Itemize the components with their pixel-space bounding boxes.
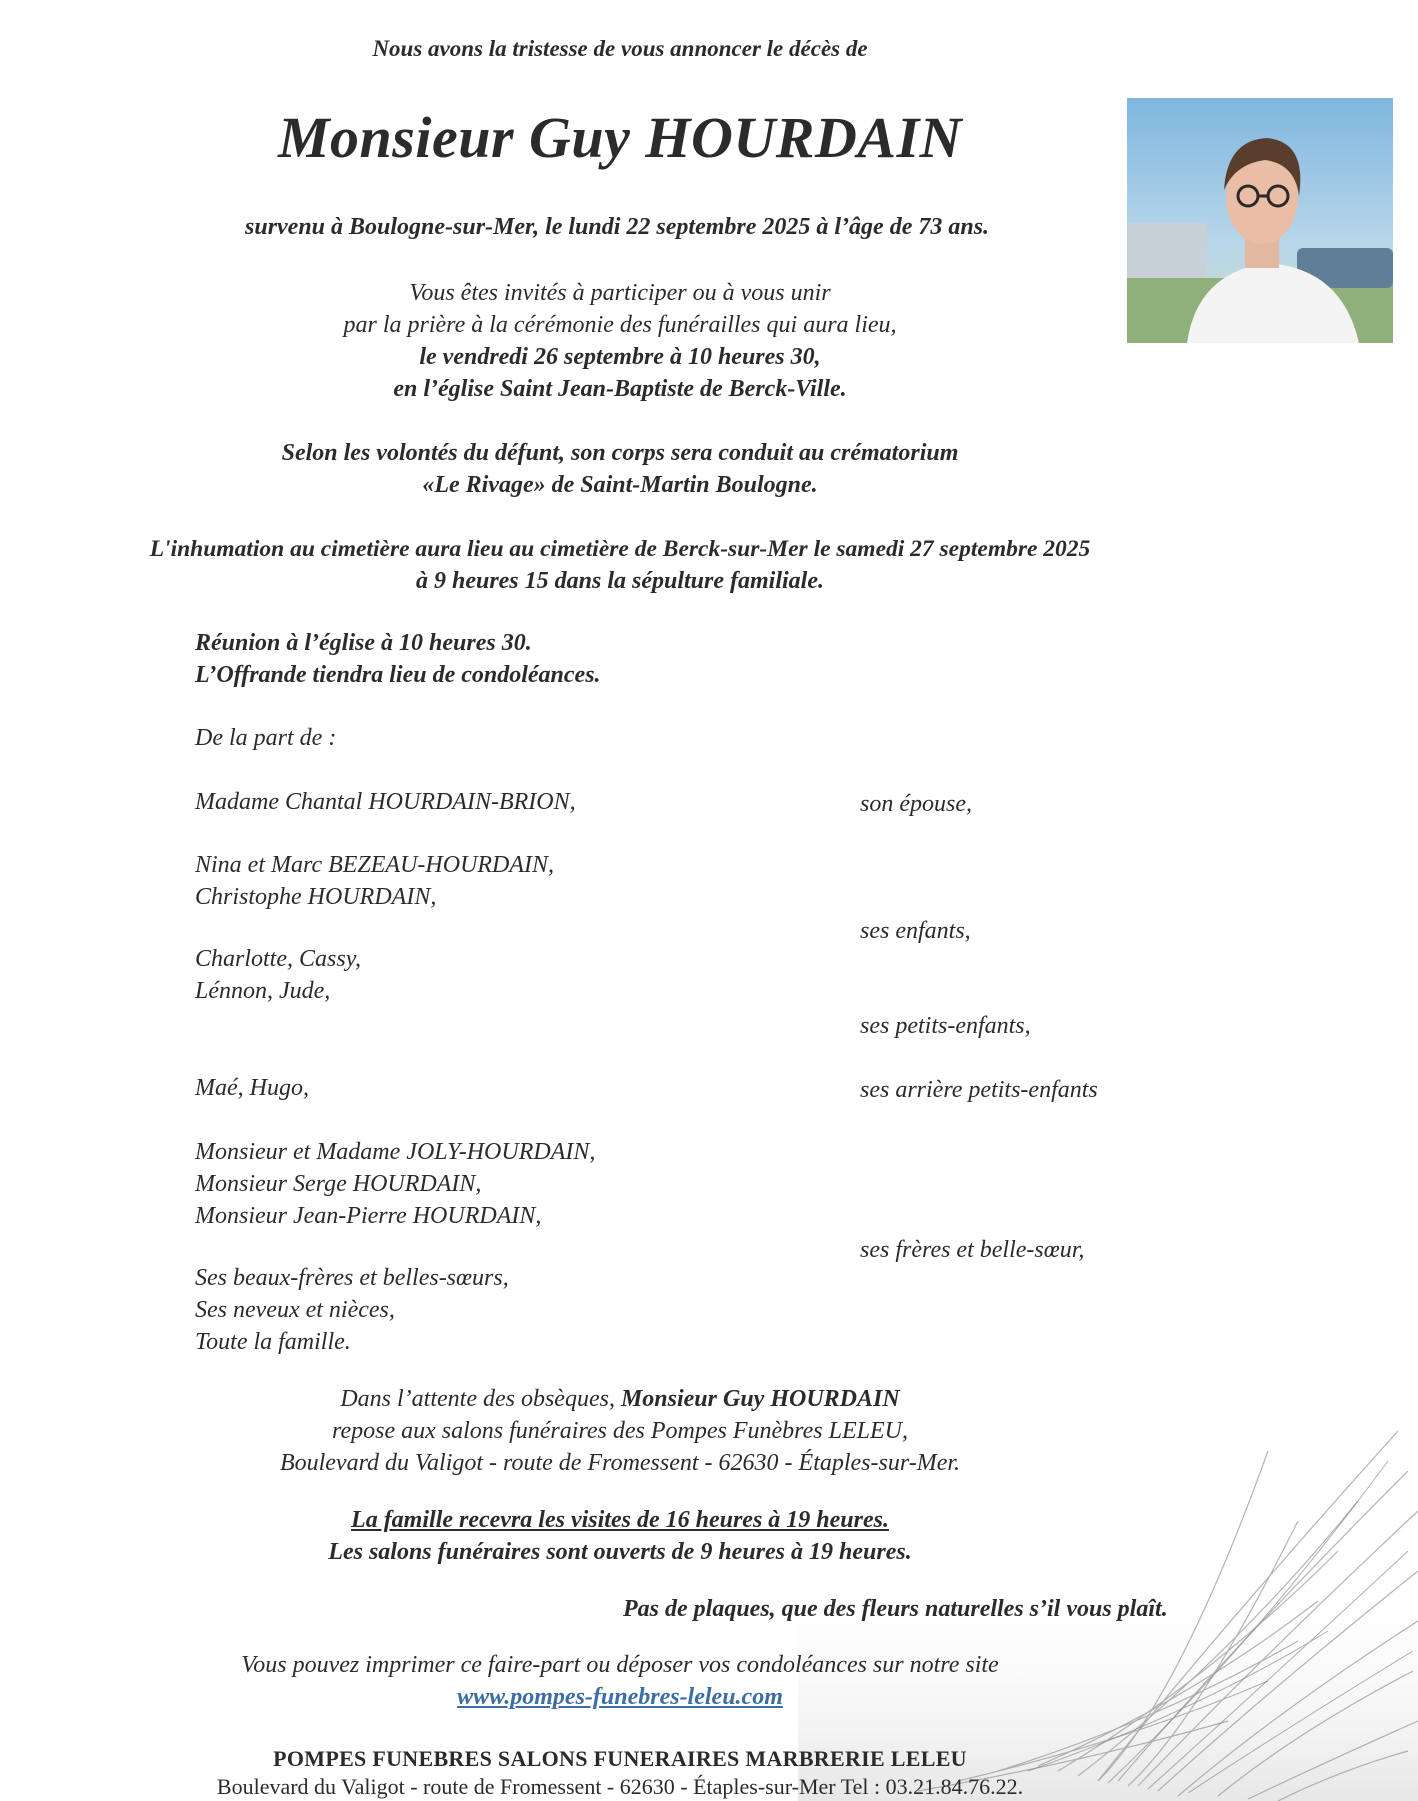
visits-line [0, 1507, 1240, 1534]
rest-line-2: repose aux salons funéraires des Pompes Funèbres LELEU, [332, 1418, 908, 1444]
rest-line-3: Boulevard du Valigot - route de Fromessent - 62630 - Étaples-sur-Mer. [279, 1450, 961, 1476]
rest-deceased-name: Monsieur Guy HOURDAIN [620, 1386, 900, 1412]
family-others: Ses beaux-frères et belles-sœurs, [195, 1265, 509, 1291]
offering-line: L’Offrande tiendra lieu de condoléances. [195, 662, 601, 688]
family-name: Maé, Hugo, [195, 1075, 309, 1101]
family-name: Nina et Marc BEZEAU-HOURDAIN, [195, 852, 555, 878]
rest-prefix: Dans l’attente des obsèques, [340, 1386, 621, 1412]
family-relation: ses petits-enfants, [860, 1013, 1031, 1039]
family-relation: ses enfants, [860, 918, 971, 944]
rest-line-1 [0, 1386, 1240, 1413]
from-label: De la part de : [195, 725, 337, 751]
footer-company: POMPES FUNEBRES SALONS FUNERAIRES MARBRERIE LELEU [273, 1746, 967, 1771]
flowers-note: Pas de plaques, que des fleurs naturelles s’il vous plaît. [623, 1596, 1168, 1622]
intro-line: Nous avons la tristesse de vous annoncer le décès de [372, 36, 868, 61]
death-line: survenu à Boulogne-sur-Mer, le lundi 22 septembre 2025 à l’âge de 73 ans. [245, 214, 990, 240]
visits-hours: La famille recevra les visites de 16 heures à 19 heures. [351, 1507, 889, 1533]
footer-address: Boulevard du Valigot - route de Fromessent - 62630 - Étaples-sur-Mer Tel : 03.21.84.76.22. [216, 1774, 1024, 1799]
meeting-line: Réunion à l’église à 10 heures 30. [195, 630, 532, 656]
website-text: Vous pouvez imprimer ce faire-part ou déposer vos condoléances sur notre site [241, 1652, 999, 1678]
family-name: Monsieur Serge HOURDAIN, [195, 1171, 482, 1197]
family-relation: ses frères et belle-sœur, [860, 1237, 1085, 1263]
family-name: Madame Chantal HOURDAIN-BRION, [195, 789, 576, 815]
salons-hours-line: Les salons funéraires sont ouverts de 9 heures à 19 heures. [328, 1539, 912, 1565]
ceremony-line-2: par la prière à la cérémonie des funérailles qui aura lieu, [343, 312, 897, 338]
family-name: Lénnon, Jude, [195, 978, 331, 1004]
family-relation: ses arrière petits-enfants [860, 1077, 1098, 1103]
website-line [0, 1684, 1240, 1711]
ceremony-date: le vendredi 26 septembre à 10 heures 30, [419, 344, 821, 370]
cremation-line-1: Selon les volontés du défunt, son corps sera conduit au crématorium [281, 440, 959, 466]
burial-line-1: L'inhumation au cimetière aura lieu au cimetière de Berck-sur-Mer le samedi 27 septembre 2025 [149, 536, 1091, 562]
family-name: Monsieur Jean-Pierre HOURDAIN, [195, 1203, 542, 1229]
ceremony-place: en l’église Saint Jean-Baptiste de Berck-Ville. [393, 376, 847, 402]
family-others: Toute la famille. [195, 1329, 351, 1355]
family-name: Christophe HOURDAIN, [195, 884, 437, 910]
family-others: Ses neveux et nièces, [195, 1297, 395, 1323]
website-link[interactable]: www.pompes-funebres-leleu.com [457, 1684, 783, 1710]
burial-line-2: à 9 heures 15 dans la sépulture familiale. [415, 568, 825, 594]
family-name: Charlotte, Cassy, [195, 946, 362, 972]
family-name: Monsieur et Madame JOLY-HOURDAIN, [195, 1139, 596, 1165]
ceremony-line-1: Vous êtes invités à participer ou à vous unir [409, 280, 831, 306]
deceased-name-title: Monsieur Guy HOURDAIN [277, 105, 963, 170]
cremation-line-2: «Le Rivage» de Saint-Martin Boulogne. [422, 472, 818, 498]
family-relation: son épouse, [860, 791, 972, 817]
